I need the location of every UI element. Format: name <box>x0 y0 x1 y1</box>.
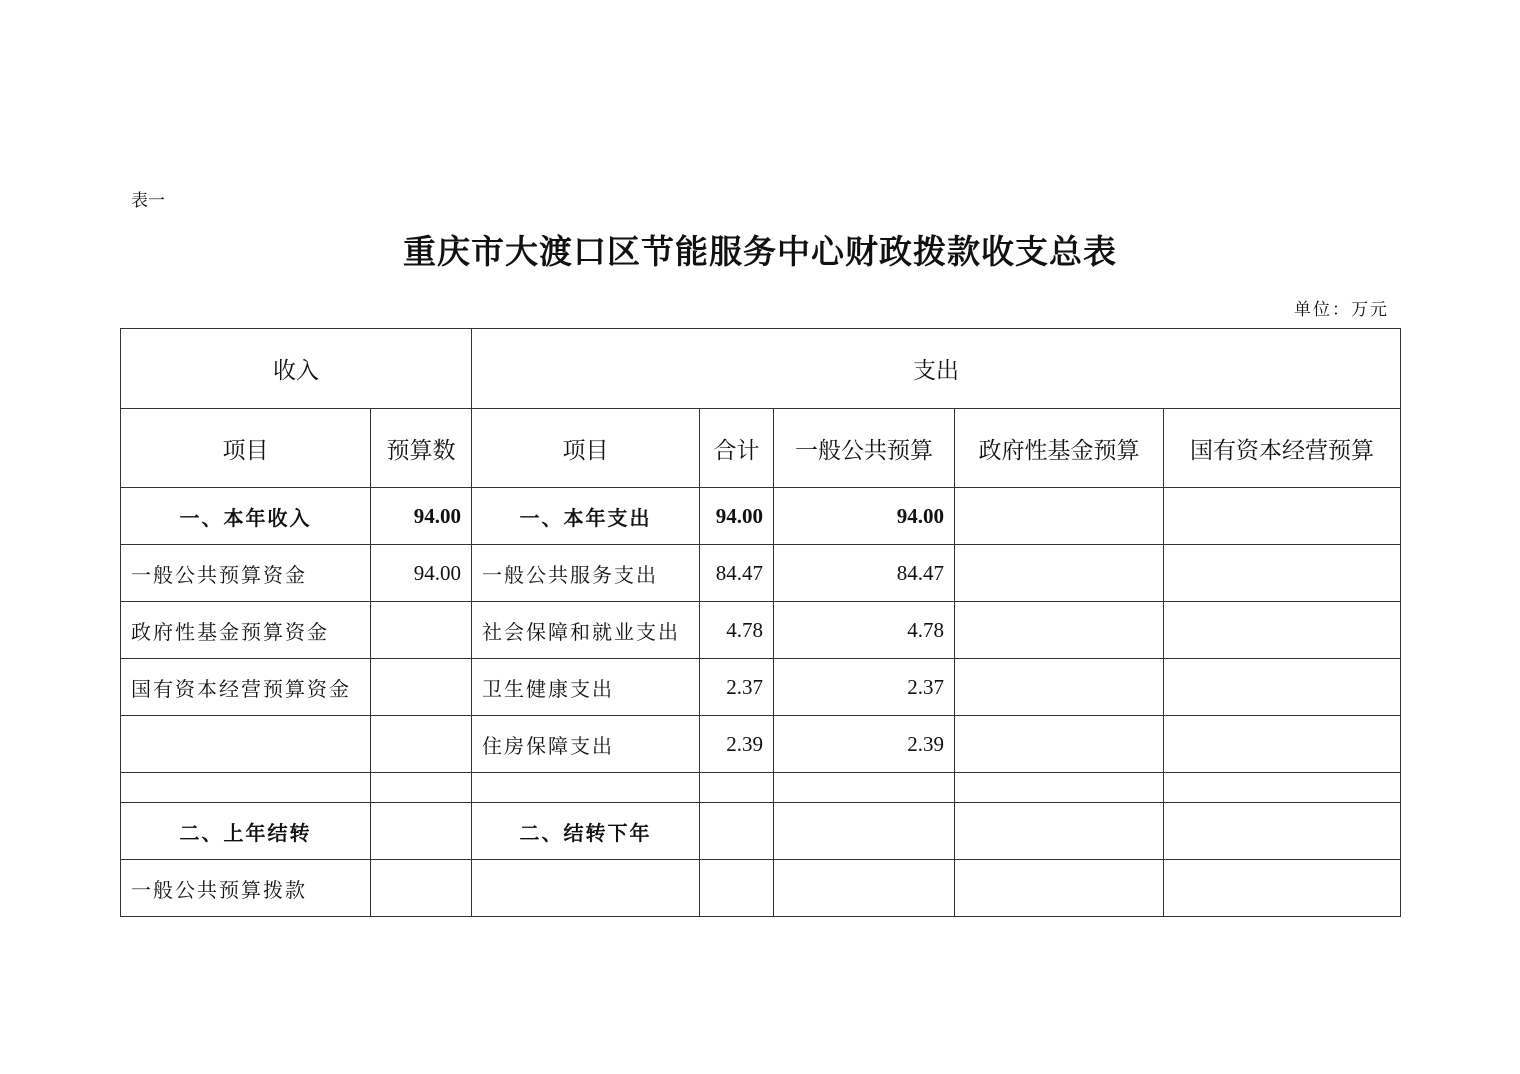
cell-general-public: 94.00 <box>774 488 955 545</box>
cell-income-item: 一般公共预算拨款 <box>121 860 371 917</box>
cell-state-capital <box>1164 773 1401 803</box>
cell-gov-fund <box>955 716 1164 773</box>
total-header: 合计 <box>700 409 774 488</box>
cell-state-capital <box>1164 488 1401 545</box>
cell-total: 2.39 <box>700 716 774 773</box>
cell-income-budget <box>371 860 472 917</box>
cell-general-public: 84.47 <box>774 545 955 602</box>
cell-expense-item: 一般公共服务支出 <box>472 545 700 602</box>
cell-expense-item <box>472 860 700 917</box>
table-row <box>121 716 1401 773</box>
cell-expense-item: 住房保障支出 <box>472 716 700 773</box>
header-row-sub <box>121 409 1401 488</box>
expense-header: 支出 <box>472 329 1401 409</box>
cell-expense-item <box>472 773 700 803</box>
cell-expense-item: 二、结转下年 <box>472 803 700 860</box>
table-row <box>121 860 1401 917</box>
cell-income-item: 一般公共预算资金 <box>121 545 371 602</box>
table-row <box>121 602 1401 659</box>
cell-general-public: 2.39 <box>774 716 955 773</box>
cell-gov-fund <box>955 803 1164 860</box>
cell-income-item <box>121 716 371 773</box>
cell-income-item <box>121 773 371 803</box>
cell-state-capital <box>1164 803 1401 860</box>
cell-total: 2.37 <box>700 659 774 716</box>
cell-gov-fund <box>955 602 1164 659</box>
cell-state-capital <box>1164 545 1401 602</box>
table-row <box>121 545 1401 602</box>
cell-gov-fund <box>955 488 1164 545</box>
cell-general-public <box>774 860 955 917</box>
cell-income-budget <box>371 716 472 773</box>
cell-income-item: 政府性基金预算资金 <box>121 602 371 659</box>
table-row <box>121 803 1401 860</box>
cell-income-budget <box>371 773 472 803</box>
table-row <box>121 773 1401 803</box>
cell-total: 84.47 <box>700 545 774 602</box>
gov-fund-header: 政府性基金预算 <box>955 409 1164 488</box>
page-title: 重庆市大渡口区节能服务中心财政拨款收支总表 <box>403 232 1117 271</box>
cell-gov-fund <box>955 773 1164 803</box>
cell-expense-item: 卫生健康支出 <box>472 659 700 716</box>
cell-expense-item: 一、本年支出 <box>472 488 700 545</box>
cell-state-capital <box>1164 860 1401 917</box>
header-row-main <box>121 329 1401 409</box>
cell-state-capital <box>1164 659 1401 716</box>
cell-general-public <box>774 773 955 803</box>
cell-total: 4.78 <box>700 602 774 659</box>
table-row <box>121 659 1401 716</box>
income-item-header: 项目 <box>121 409 371 488</box>
cell-general-public: 4.78 <box>774 602 955 659</box>
cell-gov-fund <box>955 860 1164 917</box>
cell-income-item: 一、本年收入 <box>121 488 371 545</box>
cell-income-budget: 94.00 <box>371 488 472 545</box>
state-capital-header: 国有资本经营预算 <box>1164 409 1401 488</box>
unit-label: 单位：万元 <box>1294 300 1389 320</box>
cell-income-budget <box>371 602 472 659</box>
cell-income-item: 国有资本经营预算资金 <box>121 659 371 716</box>
cell-gov-fund <box>955 659 1164 716</box>
income-budget-header: 预算数 <box>371 409 472 488</box>
budget-table <box>120 328 1401 917</box>
cell-gov-fund <box>955 545 1164 602</box>
cell-general-public: 2.37 <box>774 659 955 716</box>
cell-income-budget: 94.00 <box>371 545 472 602</box>
table-row <box>121 488 1401 545</box>
general-public-header: 一般公共预算 <box>774 409 955 488</box>
cell-state-capital <box>1164 602 1401 659</box>
cell-income-item: 二、上年结转 <box>121 803 371 860</box>
income-header: 收入 <box>121 329 472 409</box>
expense-item-header: 项目 <box>472 409 700 488</box>
cell-expense-item: 社会保障和就业支出 <box>472 602 700 659</box>
cell-general-public <box>774 803 955 860</box>
cell-state-capital <box>1164 716 1401 773</box>
cell-income-budget <box>371 803 472 860</box>
table-label: 表一 <box>131 191 165 211</box>
cell-total <box>700 860 774 917</box>
cell-total <box>700 773 774 803</box>
cell-income-budget <box>371 659 472 716</box>
cell-total <box>700 803 774 860</box>
cell-total: 94.00 <box>700 488 774 545</box>
